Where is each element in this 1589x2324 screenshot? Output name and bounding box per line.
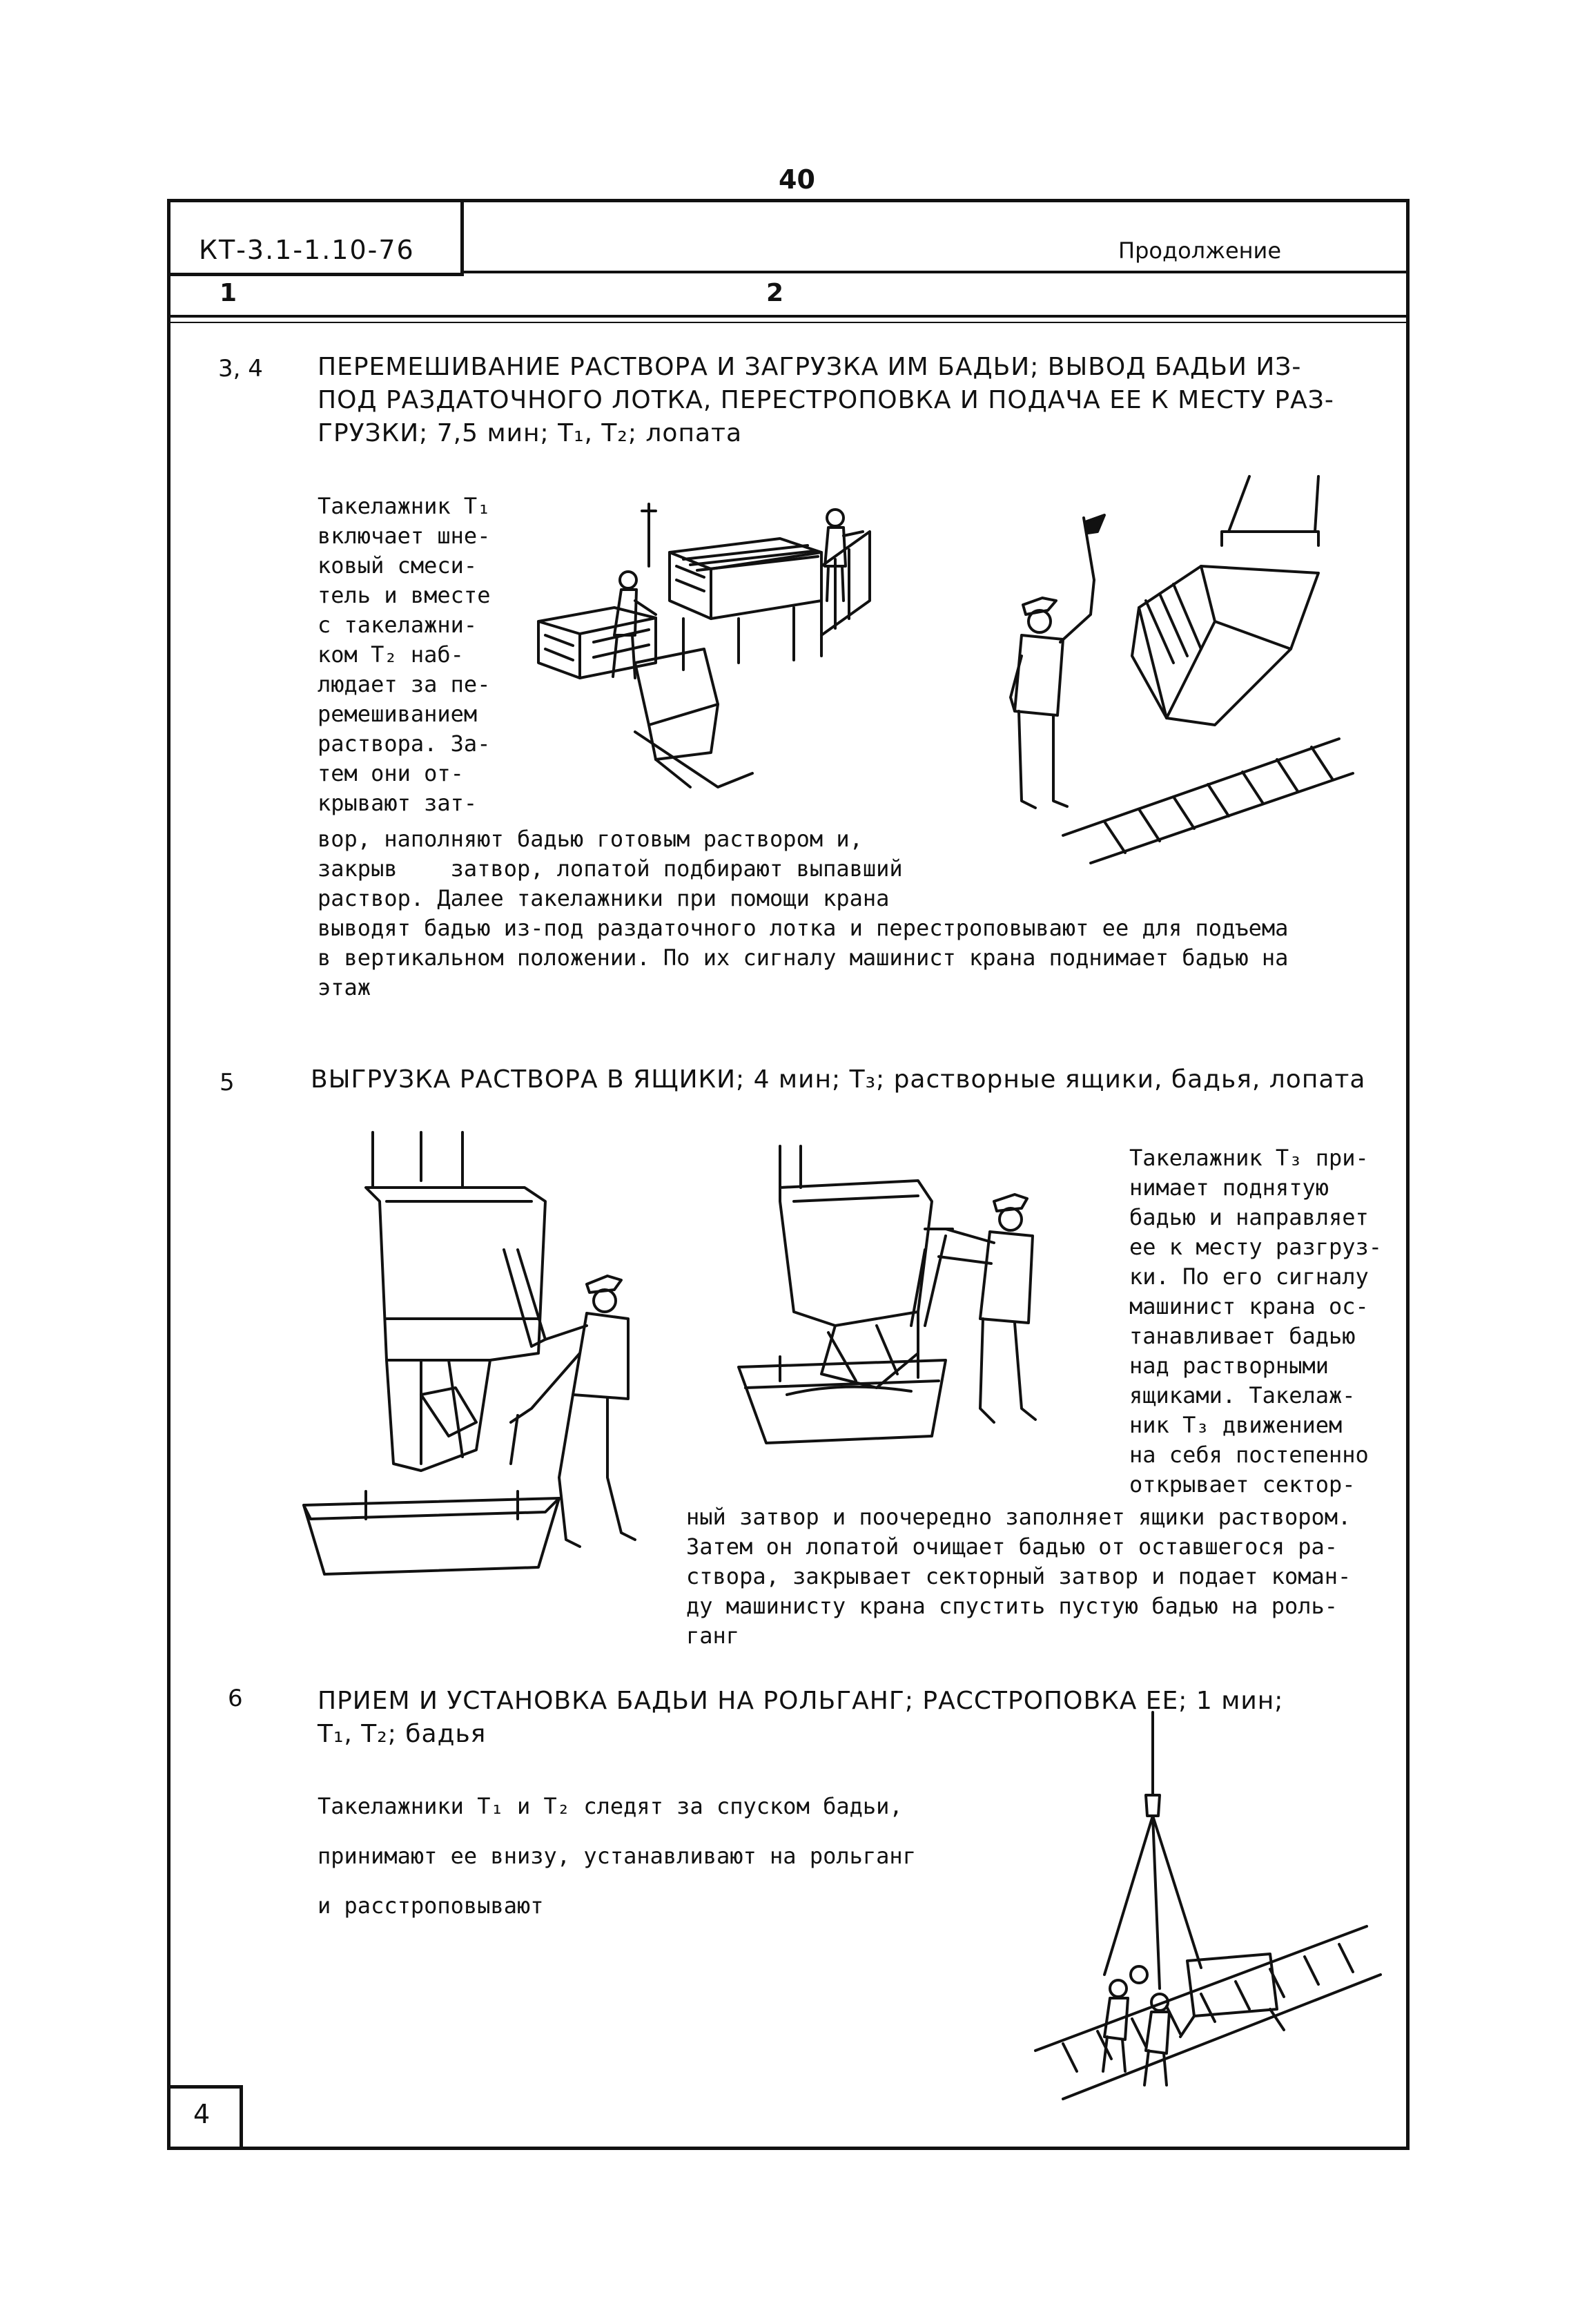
bucket-over-box-icon (718, 1146, 1091, 1464)
step-number: 3, 4 (218, 355, 263, 383)
column-header-rule-2 (167, 322, 1410, 323)
bucket-unloading-icon (283, 1132, 697, 1574)
step-description: Такелажники Т₁ и Т₂ следят за спуском бадьи, принимают ее внизу, устанавливают на рольганг и расстроповывают (318, 1793, 916, 1919)
step-title: ВЫГРУЗКА РАСТВОРА В ЯЩИКИ; 4 мин; Т₃; растворные ящики, бадья, лопата (311, 1065, 1366, 1094)
roller-conveyor-icon (1022, 1712, 1394, 2113)
step-description: вор, наполняют бадью готовым раствором и, закрыв затвор, лопатой подбирают выпавший раствор. Далее такелажники при помощи крана выводят бадью из-под раздаточного лотка и перестроповывают ее для подъема в вертикальном положении. По их сигналу машинист крана поднимает бадью на этаж (318, 826, 1289, 1000)
sheet-number: 4 (193, 2099, 211, 2129)
signaling-rigger-icon (994, 476, 1367, 877)
column-1-number: 1 (220, 279, 237, 307)
header-divider (464, 271, 1410, 273)
step-number: 5 (220, 1069, 235, 1096)
column-2-number: 2 (766, 279, 784, 307)
step-number: 6 (228, 1685, 243, 1712)
document-code: КТ-3.1-1.10-76 (199, 235, 415, 265)
column-header-rule-1 (167, 315, 1410, 318)
step-title: ПРИЕМ И УСТАНОВКА БАДЬИ НА РОЛЬГАНГ; РАССТРОПОВКА ЕЕ; 1 мин; Т₁, Т₂; бадья (318, 1687, 1284, 1748)
page-number: 40 (779, 164, 815, 195)
mixer-loading-icon (532, 497, 918, 801)
continuation-label: Продолжение (1118, 238, 1282, 264)
step-description: ный затвор и поочередно заполняет ящики раствором. Затем он лопатой очищает бадью от оставшегося ра- створа, закрывает секторный затвор и подает коман- ду машинисту крана спустить пустую бадью на роль- ганг (686, 1504, 1352, 1649)
step-description-side: Такелажник Т₁ включает шне- ковый смеси- тель и вместе с такелажни- ком Т₂ наб- людает за пе- ремешиванием раствора. За- тем они от- крывают зат- (318, 493, 491, 816)
step-description-side: Такелажник Т₃ при- нимает поднятую бадью и направляет ее к месту разгруз- ки. По его сигналу машинист крана ос- танавливает бадью над растворными ящиками. Такелаж- ник Т₃ движением на себя постепенно открывает сектор- (1129, 1145, 1383, 1498)
step-title: ПЕРЕМЕШИВАНИЕ РАСТВОРА И ЗАГРУЗКА ИМ БАДЬИ; ВЫВОД БАДЬИ ИЗ- ПОД РАЗДАТОЧНОГО ЛОТКА, ПЕРЕСТРОПОВКА И ПОДАЧА ЕЕ К МЕСТУ РАЗ- ГРУЗКИ; 7,5 мин; Т₁, Т₂; лопата (318, 353, 1334, 447)
